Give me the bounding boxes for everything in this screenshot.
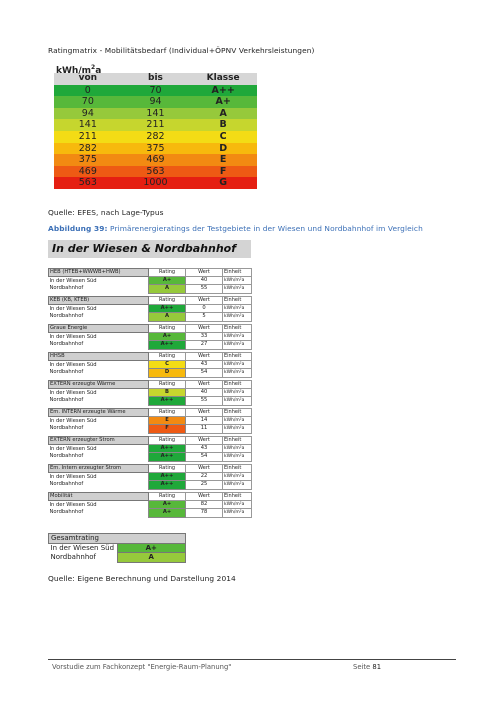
source-own: Quelle: Eigene Berechnung und Darstellung 2014 bbox=[48, 574, 236, 583]
block-header-row bbox=[49, 297, 252, 305]
matrix-cell-bis: 141 bbox=[146, 107, 165, 119]
row-rating: A+ bbox=[149, 501, 186, 509]
row-unit: kWh/m²a bbox=[223, 473, 252, 481]
col-einheit: Einheit bbox=[223, 269, 252, 277]
rating-block bbox=[48, 352, 251, 378]
total-row bbox=[49, 543, 186, 553]
figure-title: In der Wiesen & Nordbahnhof bbox=[48, 240, 251, 258]
matrix-row bbox=[54, 166, 257, 178]
rating-block bbox=[48, 296, 251, 322]
matrix-cell-von: 0 bbox=[84, 84, 91, 96]
row-unit: kWh/m²a bbox=[223, 445, 252, 453]
row-label: In der Wiesen Süd bbox=[49, 445, 97, 452]
row-value: 55 bbox=[186, 285, 223, 293]
row-label: Nordbahnhof bbox=[49, 481, 84, 488]
row-unit: kWh/m²a bbox=[223, 453, 252, 461]
row-label: Nordbahnhof bbox=[49, 397, 84, 404]
block-row bbox=[49, 473, 252, 481]
block-row bbox=[49, 453, 252, 461]
block-name: HEB (HTEB+WWWB+HWB) bbox=[49, 269, 149, 277]
block-row bbox=[49, 397, 252, 405]
matrix-cell-klasse: D bbox=[219, 142, 228, 154]
matrix-cell-klasse: F bbox=[219, 165, 227, 177]
col-wert: Wert bbox=[186, 465, 223, 473]
col-wert: Wert bbox=[186, 437, 223, 445]
footer-divider bbox=[48, 659, 456, 660]
matrix-cell-klasse: C bbox=[219, 130, 227, 142]
matrix-row bbox=[54, 85, 257, 97]
matrix-row bbox=[54, 119, 257, 131]
unit-label: kWh/$m^2a$ bbox=[56, 64, 102, 76]
block-row bbox=[49, 481, 252, 489]
col-einheit: Einheit bbox=[223, 465, 252, 473]
row-rating: A++ bbox=[149, 341, 186, 349]
row-value: 40 bbox=[186, 277, 223, 285]
row-rating: A++ bbox=[149, 453, 186, 461]
row-value: 54 bbox=[186, 369, 223, 377]
block-name: EXTERN erzeugter Strom bbox=[49, 437, 149, 445]
matrix-cell-klasse: B bbox=[219, 119, 227, 131]
row-value: 43 bbox=[186, 361, 223, 369]
row-value: 78 bbox=[186, 509, 223, 517]
row-unit: kWh/m²a bbox=[223, 277, 252, 285]
block-name: Em. Intern erzeugter Strom bbox=[49, 465, 149, 473]
row-rating: A bbox=[149, 285, 186, 293]
block-name: KEB (KB, KTEB) bbox=[49, 297, 149, 305]
matrix-cell-von: 141 bbox=[78, 119, 97, 131]
matrix-cell-von: 70 bbox=[81, 96, 94, 108]
rating-block bbox=[48, 380, 251, 406]
matrix-cell-von: 282 bbox=[78, 142, 97, 154]
footer-title: Vorstudie zum Fachkonzept "Energie-Raum-Planung" bbox=[52, 663, 232, 671]
matrix-row bbox=[54, 108, 257, 120]
block-row bbox=[49, 501, 252, 509]
row-unit: kWh/m²a bbox=[223, 509, 252, 517]
block-row bbox=[49, 445, 252, 453]
row-unit: kWh/m²a bbox=[223, 341, 252, 349]
total-row-label: Nordbahnhof bbox=[50, 553, 97, 562]
col-wert: Wert bbox=[186, 325, 223, 333]
row-rating: D bbox=[149, 369, 186, 377]
row-value: 43 bbox=[186, 445, 223, 453]
row-rating: A+ bbox=[149, 277, 186, 285]
block-row bbox=[49, 369, 252, 377]
col-einheit: Einheit bbox=[223, 297, 252, 305]
total-rating bbox=[48, 533, 186, 563]
col-einheit: Einheit bbox=[223, 493, 252, 501]
row-label: Nordbahnhof bbox=[49, 509, 84, 516]
matrix-row bbox=[54, 154, 257, 166]
col-einheit: Einheit bbox=[223, 381, 252, 389]
row-value: 22 bbox=[186, 473, 223, 481]
row-value: 54 bbox=[186, 453, 223, 461]
matrix-cell-bis: 469 bbox=[146, 154, 165, 166]
block-row bbox=[49, 389, 252, 397]
block-row bbox=[49, 313, 252, 321]
matrix-cell-von: 375 bbox=[78, 154, 97, 166]
block-header-row bbox=[49, 325, 252, 333]
matrix-cell-bis: 282 bbox=[146, 130, 165, 142]
row-value: 5 bbox=[186, 313, 223, 321]
row-rating: A+ bbox=[149, 333, 186, 341]
row-unit: kWh/m²a bbox=[223, 333, 252, 341]
row-label: Nordbahnhof bbox=[49, 341, 84, 348]
matrix-row bbox=[54, 96, 257, 108]
matrix-row bbox=[54, 131, 257, 143]
matrix-cell-bis: 70 bbox=[149, 84, 162, 96]
row-label: In der Wiesen Süd bbox=[49, 417, 97, 424]
col-rating: Rating bbox=[149, 437, 186, 445]
col-wert: Wert bbox=[186, 353, 223, 361]
total-row-rating: A+ bbox=[117, 543, 186, 553]
row-unit: kWh/m²a bbox=[223, 369, 252, 377]
header-von: von bbox=[54, 73, 122, 85]
col-einheit: Einheit bbox=[223, 409, 252, 417]
footer-page: Seite 81 bbox=[353, 663, 382, 671]
col-rating: Rating bbox=[149, 493, 186, 501]
rating-block bbox=[48, 324, 251, 350]
row-unit: kWh/m²a bbox=[223, 285, 252, 293]
total-row-label: In der Wiesen Süd bbox=[50, 543, 115, 552]
row-unit: kWh/m²a bbox=[223, 425, 252, 433]
rating-block bbox=[48, 408, 251, 434]
matrix-cell-klasse: A++ bbox=[211, 84, 235, 96]
col-wert: Wert bbox=[186, 269, 223, 277]
block-row bbox=[49, 285, 252, 293]
matrix-cell-bis: 94 bbox=[149, 96, 162, 108]
row-unit: kWh/m²a bbox=[223, 481, 252, 489]
block-row bbox=[49, 361, 252, 369]
row-unit: kWh/m²a bbox=[223, 417, 252, 425]
col-rating: Rating bbox=[149, 269, 186, 277]
row-rating: A++ bbox=[149, 445, 186, 453]
row-rating: A++ bbox=[149, 397, 186, 405]
block-row bbox=[49, 417, 252, 425]
col-einheit: Einheit bbox=[223, 325, 252, 333]
row-label: In der Wiesen Süd bbox=[49, 305, 97, 312]
block-name: EXTERN erzeugte Wärme bbox=[49, 381, 149, 389]
rating-block bbox=[48, 464, 251, 490]
col-rating: Rating bbox=[149, 325, 186, 333]
block-header-row bbox=[49, 269, 252, 277]
row-value: 33 bbox=[186, 333, 223, 341]
row-rating: F bbox=[149, 425, 186, 433]
matrix-cell-klasse: A bbox=[219, 107, 227, 119]
matrix-caption: Ratingmatrix - Mobilitätsbedarf (Individual+ÖPNV Verkehrsleistungen) bbox=[48, 46, 315, 55]
row-value: 14 bbox=[186, 417, 223, 425]
row-label: In der Wiesen Süd bbox=[49, 501, 97, 508]
col-wert: Wert bbox=[186, 493, 223, 501]
col-rating: Rating bbox=[149, 409, 186, 417]
block-header-row bbox=[49, 353, 252, 361]
row-label: Nordbahnhof bbox=[49, 285, 84, 292]
matrix-row bbox=[54, 143, 257, 155]
col-wert: Wert bbox=[186, 409, 223, 417]
row-rating: A+ bbox=[149, 509, 186, 517]
block-name: HHSB bbox=[49, 353, 149, 361]
block-header-row bbox=[49, 381, 252, 389]
row-rating: B bbox=[149, 389, 186, 397]
row-label: In der Wiesen Süd bbox=[49, 277, 97, 284]
row-label: In der Wiesen Süd bbox=[49, 361, 97, 368]
row-rating: E bbox=[149, 417, 186, 425]
matrix-cell-klasse: E bbox=[219, 154, 227, 166]
matrix-cell-klasse: A+ bbox=[215, 96, 231, 108]
row-value: 25 bbox=[186, 481, 223, 489]
row-value: 40 bbox=[186, 389, 223, 397]
header-bis: bis bbox=[122, 73, 190, 85]
header-klasse: Klasse bbox=[189, 73, 257, 85]
rating-block bbox=[48, 492, 251, 518]
block-row bbox=[49, 277, 252, 285]
matrix-cell-bis: 563 bbox=[146, 165, 165, 177]
matrix-cell-von: 469 bbox=[78, 165, 97, 177]
rating-block bbox=[48, 268, 251, 294]
source-efes: Quelle: EFES, nach Lage-Typus bbox=[48, 208, 164, 217]
block-header-row bbox=[49, 437, 252, 445]
row-value: 11 bbox=[186, 425, 223, 433]
col-rating: Rating bbox=[149, 353, 186, 361]
row-label: In der Wiesen Süd bbox=[49, 389, 97, 396]
rating-matrix bbox=[54, 62, 257, 189]
total-title: Gesamtrating bbox=[49, 534, 186, 544]
block-header-row bbox=[49, 465, 252, 473]
block-name: Mobilität bbox=[49, 493, 149, 501]
col-wert: Wert bbox=[186, 381, 223, 389]
matrix-cell-klasse: G bbox=[219, 177, 228, 189]
row-unit: kWh/m²a bbox=[223, 389, 252, 397]
row-unit: kWh/m²a bbox=[223, 361, 252, 369]
col-rating: Rating bbox=[149, 465, 186, 473]
row-unit: kWh/m²a bbox=[223, 397, 252, 405]
row-rating: A++ bbox=[149, 481, 186, 489]
row-label: Nordbahnhof bbox=[49, 453, 84, 460]
row-value: 27 bbox=[186, 341, 223, 349]
matrix-cell-bis: 375 bbox=[146, 142, 165, 154]
row-value: 0 bbox=[186, 305, 223, 313]
matrix-cell-von: 94 bbox=[81, 107, 94, 119]
row-rating: A++ bbox=[149, 305, 186, 313]
block-row bbox=[49, 333, 252, 341]
row-label: Nordbahnhof bbox=[49, 425, 84, 432]
row-unit: kWh/m²a bbox=[223, 305, 252, 313]
rating-block bbox=[48, 436, 251, 462]
row-unit: kWh/m²a bbox=[223, 313, 252, 321]
col-rating: Rating bbox=[149, 381, 186, 389]
matrix-cell-von: 211 bbox=[78, 130, 97, 142]
block-header-row bbox=[49, 493, 252, 501]
total-row bbox=[49, 553, 186, 563]
row-rating: C bbox=[149, 361, 186, 369]
block-header-row bbox=[49, 409, 252, 417]
row-label: Nordbahnhof bbox=[49, 369, 84, 376]
matrix-row bbox=[54, 177, 257, 189]
row-label: In der Wiesen Süd bbox=[49, 333, 97, 340]
block-row bbox=[49, 509, 252, 517]
row-rating: A++ bbox=[149, 473, 186, 481]
block-row bbox=[49, 425, 252, 433]
row-label: In der Wiesen Süd bbox=[49, 473, 97, 480]
col-einheit: Einheit bbox=[223, 437, 252, 445]
row-value: 82 bbox=[186, 501, 223, 509]
row-label: Nordbahnhof bbox=[49, 313, 84, 320]
matrix-cell-bis: 1000 bbox=[143, 177, 168, 189]
block-row bbox=[49, 305, 252, 313]
block-name: Graue Energie bbox=[49, 325, 149, 333]
block-name: Em. INTERN erzeugte Wärme bbox=[49, 409, 149, 417]
col-einheit: Einheit bbox=[223, 353, 252, 361]
total-row-rating: A bbox=[117, 553, 186, 563]
row-unit: kWh/m²a bbox=[223, 501, 252, 509]
block-row bbox=[49, 341, 252, 349]
matrix-header-row bbox=[54, 73, 257, 85]
row-value: 55 bbox=[186, 397, 223, 405]
figure-caption: Abbildung 39: Primärenergieratings der Testgebiete in der Wiesen und Nordbahnhof im Vergleich bbox=[48, 224, 423, 233]
row-rating: A bbox=[149, 313, 186, 321]
comparison-figure bbox=[48, 240, 251, 516]
matrix-cell-bis: 211 bbox=[146, 119, 165, 131]
matrix-cell-von: 563 bbox=[78, 177, 97, 189]
col-rating: Rating bbox=[149, 297, 186, 305]
col-wert: Wert bbox=[186, 297, 223, 305]
